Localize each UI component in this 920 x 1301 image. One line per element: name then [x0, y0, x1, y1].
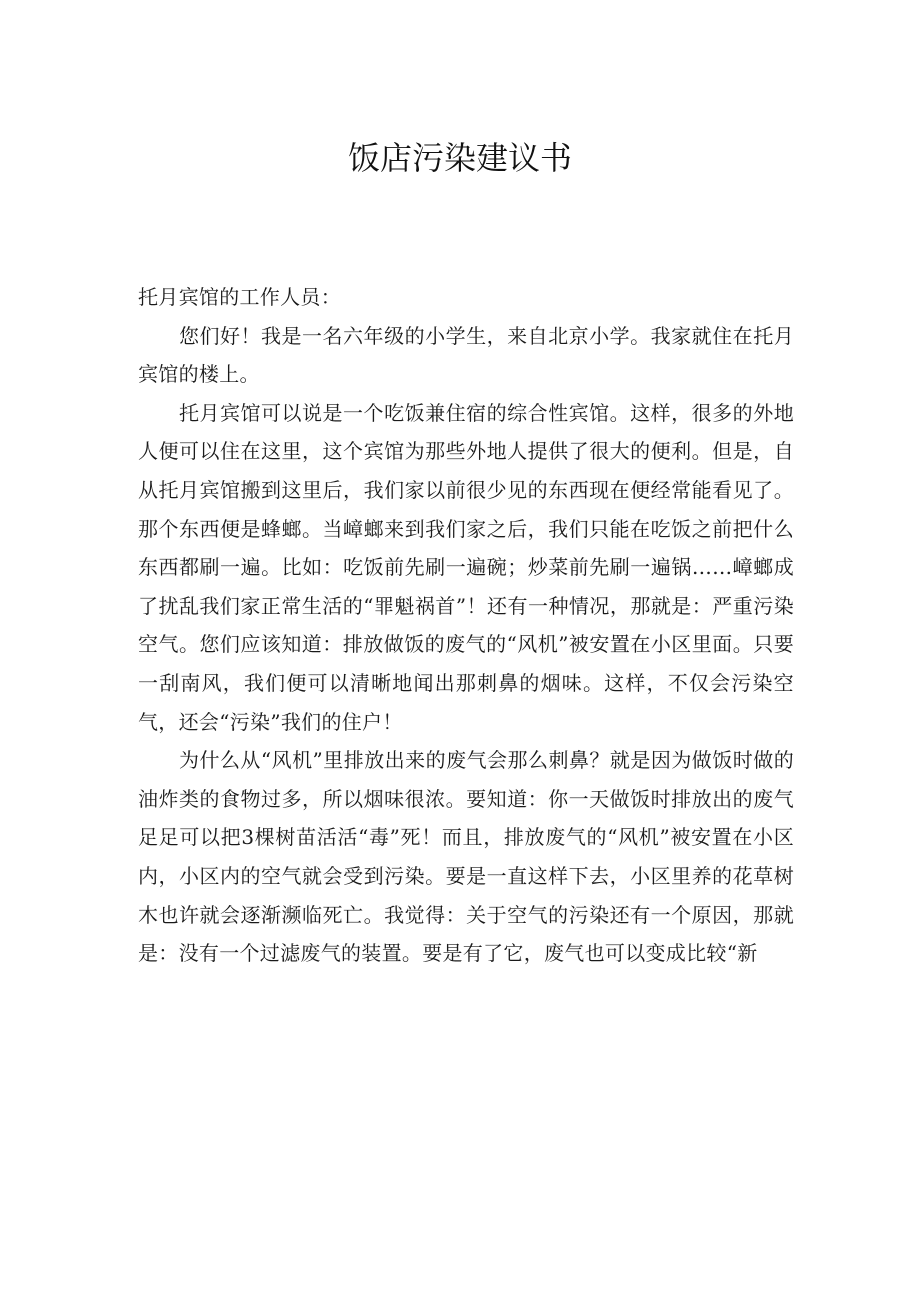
salutation: 托月宾馆的工作人员：: [138, 285, 341, 309]
document-title: 饭店污染建议书: [347, 139, 572, 177]
paragraph-3: 为什么从“风机”里排放出来的废气会那么刺鼻？就是因为做饭时做的油炸类的食物过多，所以烟味很浓。要知道：你一天做饭时排放出的废气足足可以把3棵树苗活活“毒”死！而且，排放废气的“风机”被安置在小区内，小区内的空气就会受到污染。要是一直这样下去，小区里养的花草树木也许就会逐渐濒临死亡。我觉得：关于空气的污染还有一个原因，那就是：没有一个过滤废气的装置。要是有了它，废气也可以变成比较“新: [138, 748, 794, 966]
document-body: [138, 278, 794, 973]
paragraph-2: 托月宾馆可以说是一个吃饭兼住宿的综合性宾馆。这样，很多的外地人便可以住在这里，这个宾馆为那些外地人提供了很大的便利。但是，自从托月宾馆搬到这里后，我们家以前很少见的东西现在便经常能看见了。那个东西便是蜂螂。当嶂螂来到我们家之后，我们只能在吃饭之前把什么东西都刷一遍。比如：吃饭前先刷一遍碗；炒菜前先刷一遍锅……嶂螂成了扰乱我们家正常生活的“罪魁祸首”！还有一种情况，那就是：严重污染空气。您们应该知道：排放做饭的废气的“风机”被安置在小区里面。只要一刮南风，我们便可以清晰地闻出那刺鼻的烟味。这样，不仅会污染空气，还会“污染”我们的住户！: [138, 400, 794, 734]
paragraph-1: 您们好！我是一名六年级的小学生，来自北京小学。我家就住在托月宾馆的楼上。: [138, 323, 794, 387]
